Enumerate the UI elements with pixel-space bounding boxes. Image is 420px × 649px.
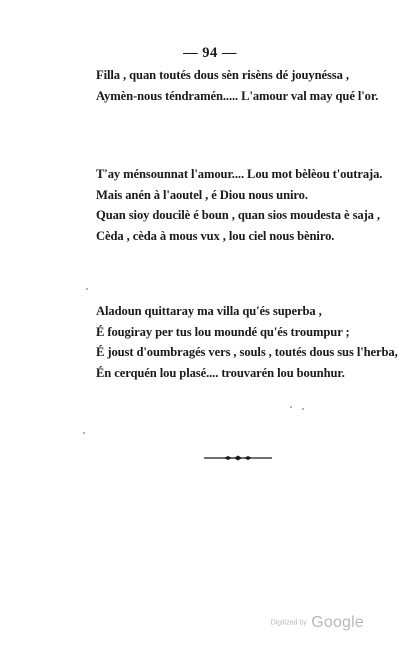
stanza-2 <box>96 164 416 246</box>
verse-line: Cèda , cèda à mous vux , lou ciel nous bèniro. <box>96 228 335 243</box>
verse-line: Aladoun quittaray ma villa qu'és superba , <box>96 304 322 318</box>
verse-line: É fougiray per tus lou moundé qu'és troumpur ; <box>96 324 350 339</box>
page-number-header: — 94 — <box>183 45 237 61</box>
stanza-3 <box>96 301 416 383</box>
ornamental-divider <box>204 455 272 461</box>
verse-line: Filla , quan toutés dous sèn risèns dé jouynéssa , <box>96 68 349 82</box>
paper-speck <box>290 406 292 408</box>
digitized-by-google-watermark <box>271 614 364 632</box>
watermark-prefix: Digitized by <box>270 619 307 627</box>
verse-line: Mais anén à l'aoutel , é Diou nous uniro. <box>96 187 308 202</box>
paper-speck <box>83 432 85 434</box>
verse-line: Aymèn-nous téndramén..... L'amour val may qué l'or. <box>96 88 379 103</box>
verse-line: Én cerquén lou plasé.... trouvarén lou bounhur. <box>96 365 345 380</box>
stanza-1 <box>96 65 416 106</box>
google-wordmark: Google <box>311 614 364 631</box>
verse-line: T'ay ménsounnat l'amour.... Lou mot bèlèou t'outraja. <box>96 167 383 181</box>
verse-line: É joust d'oumbragés vers , souls , toutés dous sus l'herba, <box>96 345 398 359</box>
paper-speck <box>86 288 88 290</box>
paper-speck <box>302 408 304 410</box>
verse-line: Quan sioy doucilè é boun , quan sios moudesta è saja , <box>96 208 380 222</box>
